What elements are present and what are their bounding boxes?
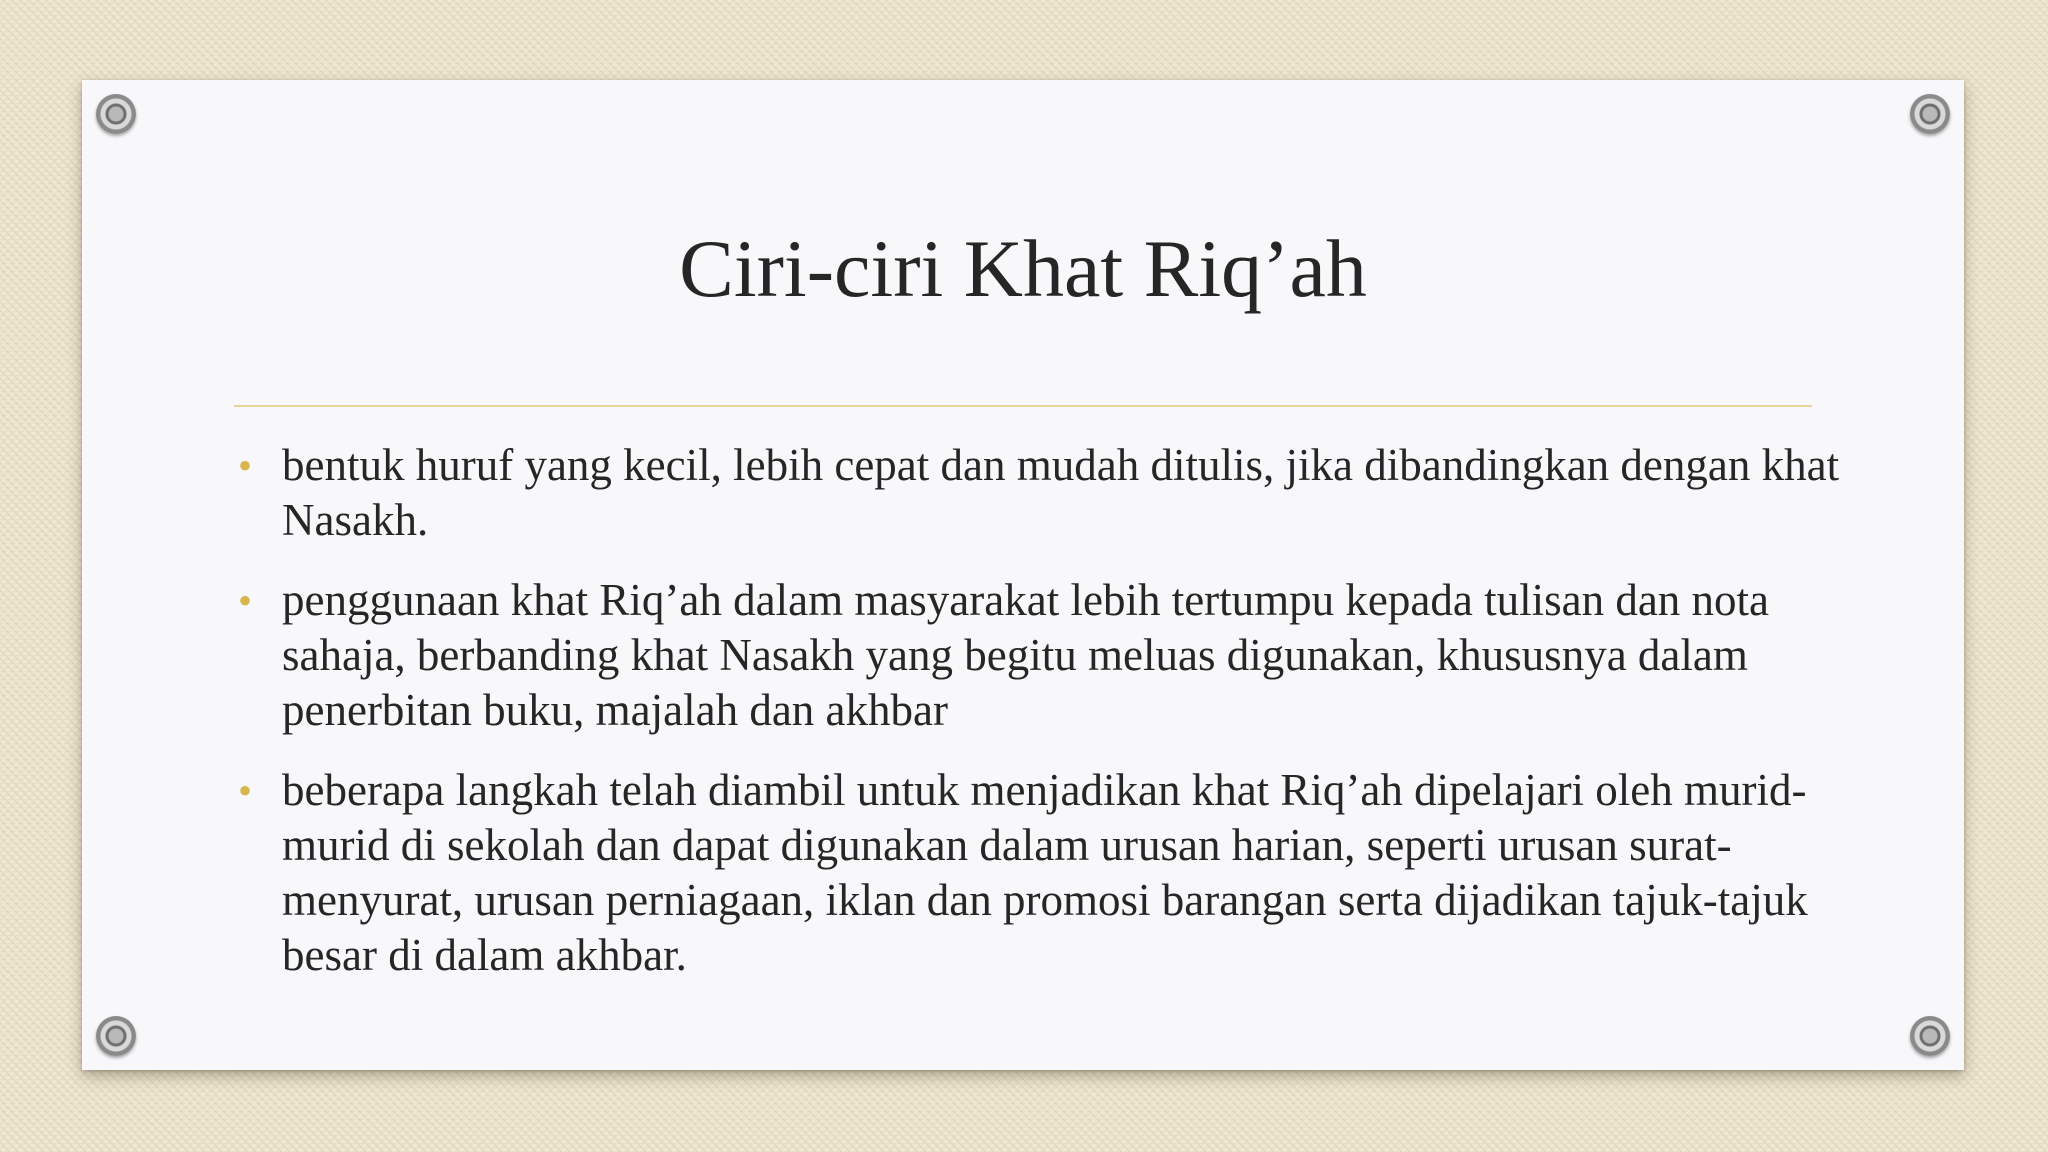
- bullet-text: penggunaan khat Riq’ah dalam masyarakat lebih tertumpu kepada tulisan dan nota sahaja, berbanding khat Nasakh yang begitu meluas digunakan, khususnya dalam penerbitan buku, majalah dan akhbar: [282, 575, 1770, 735]
- bullet-item: [234, 763, 1844, 983]
- bullet-icon: •: [238, 768, 253, 813]
- bullet-item: [234, 573, 1844, 738]
- bullet-text: bentuk huruf yang kecil, lebih cepat dan mudah ditulis, jika dibandingkan dengan khat Nasakh.: [282, 440, 1840, 545]
- grommet-icon: [96, 94, 136, 134]
- grommet-icon: [1910, 94, 1950, 134]
- bullet-text: beberapa langkah telah diambil untuk menjadikan khat Riq’ah dipelajari oleh murid-murid di sekolah dan dapat digunakan dalam urusan harian, seperti urusan surat-menyurat, urusan perniagaan, iklan dan promosi barangan serta dijadikan tajuk-tajuk besar di dalam akhbar.: [282, 765, 1808, 980]
- slide-title: Ciri-ciri Khat Riq’ah: [679, 223, 1367, 314]
- bullet-list: [234, 438, 1844, 1008]
- slide-card: [82, 80, 1964, 1070]
- grommet-icon: [1910, 1016, 1950, 1056]
- bullet-icon: •: [238, 443, 253, 488]
- bullet-item: [234, 438, 1844, 548]
- grommet-icon: [96, 1016, 136, 1056]
- title-divider: [234, 405, 1812, 407]
- bullet-icon: •: [238, 578, 253, 623]
